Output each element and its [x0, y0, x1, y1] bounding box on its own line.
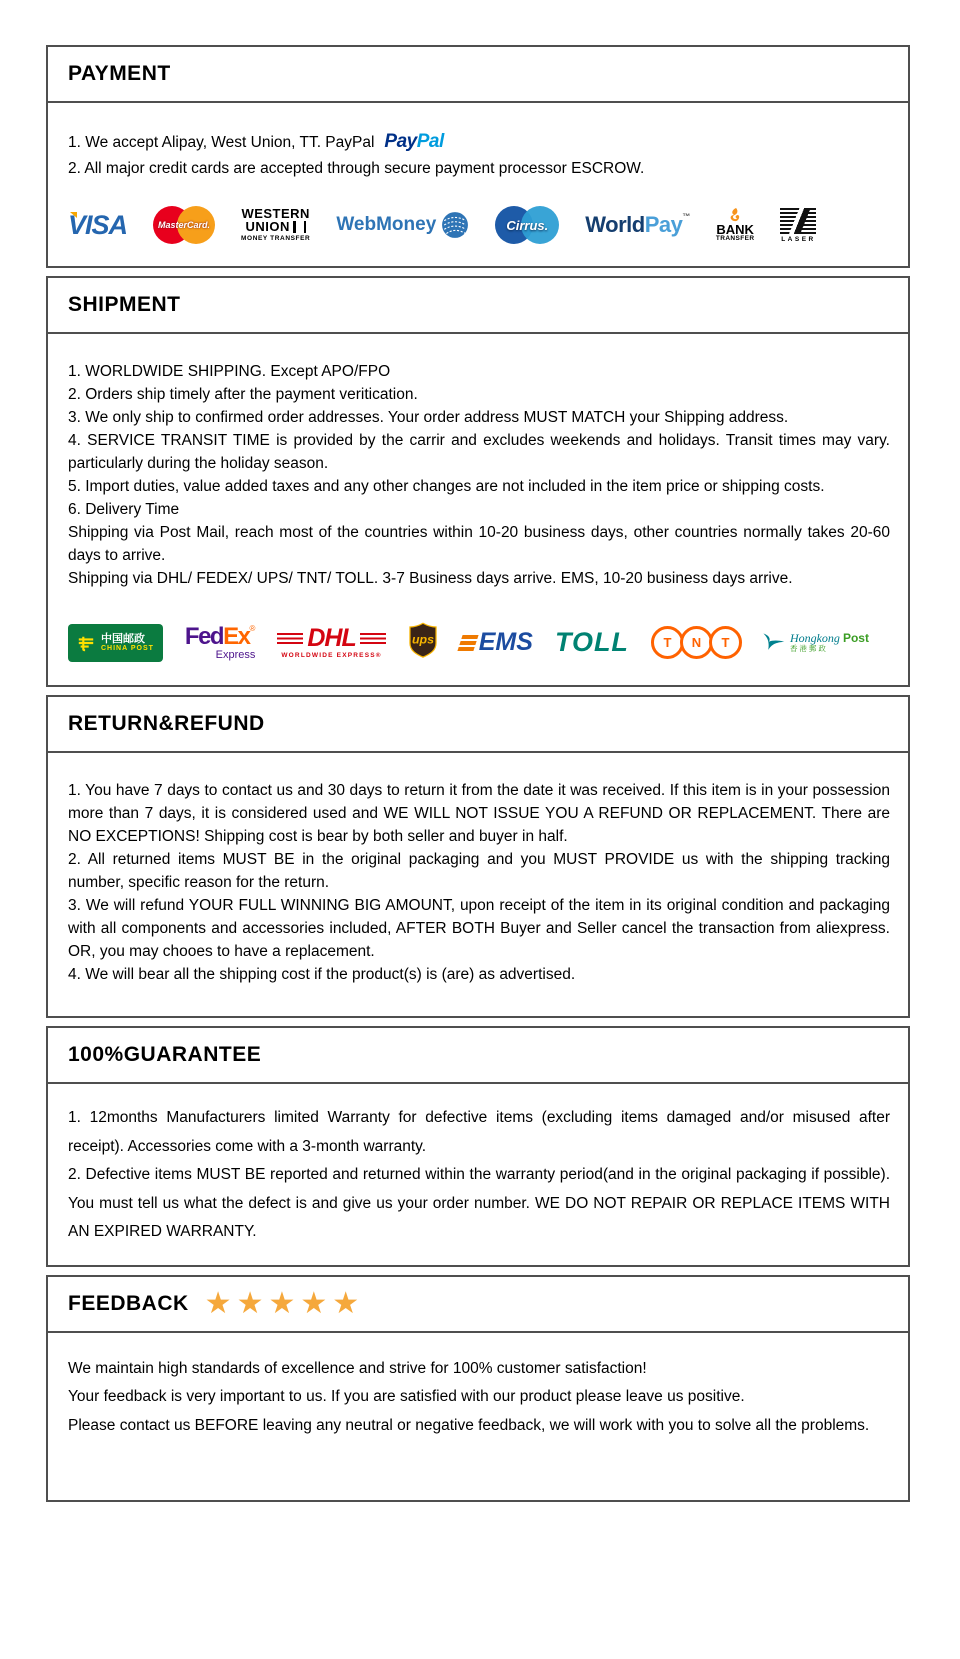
western-union-line2: UNION — [245, 219, 290, 235]
laser-label: LASER — [781, 235, 816, 243]
dhl-icon — [277, 623, 385, 660]
payment-line-1 — [68, 129, 890, 156]
payment-methods-row — [68, 206, 890, 244]
shipping-carriers-row — [68, 622, 890, 663]
fedex-fed-text: Fed — [184, 622, 224, 650]
worldpay-tm: ™ — [682, 212, 690, 221]
bank-transfer-line1: BANK — [716, 222, 754, 238]
feedback-stars — [204, 1286, 360, 1320]
webmoney-label: WebMoney — [336, 214, 437, 235]
tnt-icon — [651, 626, 738, 659]
content-wrapper — [46, 45, 910, 1502]
feedback-line: Please contact us BEFORE leaving any neutral or negative feedback, we will work with you to solve all the problems. — [68, 1416, 870, 1434]
return-refund-content — [48, 753, 908, 1016]
return-refund-line: 1. You have 7 days to contact us and 30 days to return it from the date it was received. If this item is in your possession more than 7 days, it is considered used and WE WILL NOT ISSUE YOU A REFUND OR REPLACEMENT. There are NO EXCEPTIONS! Shipping cost is bear by both seller and buyer in half. — [68, 782, 890, 845]
toll-icon — [555, 627, 629, 658]
paypal-pay-text: Pay — [384, 131, 417, 152]
ems-bars-icon — [457, 635, 478, 651]
shipment-title: SHIPMENT — [68, 293, 181, 316]
western-union-icon — [241, 207, 310, 243]
worldpay-icon — [585, 212, 690, 238]
shipment-line: Shipping via DHL/ FEDEX/ UPS/ TNT/ TOLL. 3-7 Business days arrive. EMS, 10-20 business days arrive. — [68, 570, 793, 587]
guarantee-section — [46, 1026, 910, 1267]
ups-icon — [408, 622, 438, 663]
payment-content — [48, 103, 908, 266]
feedback-line: We maintain high standards of excellence and strive for 100% customer satisfaction! — [68, 1359, 647, 1377]
dhl-left-lines-icon — [277, 633, 303, 644]
payment-line-2: 2. All major credit cards are accepted through secure payment processor ESCROW. — [68, 160, 645, 177]
star-icon: ★ — [236, 1286, 264, 1320]
western-union-sub: MONEY TRANSFER — [241, 235, 311, 243]
ems-icon — [460, 628, 533, 657]
paypal-pal-text: Pal — [416, 131, 444, 152]
guarantee-content — [48, 1084, 908, 1265]
western-union-bars-icon — [293, 221, 306, 233]
payment-section — [46, 45, 910, 268]
feedback-title: FEEDBACK — [68, 1291, 189, 1315]
return-refund-line: 2. All returned items MUST BE in the original packaging and you MUST PROVIDE us with the shipping tracking number, specific reason for the return. — [68, 851, 890, 891]
shipment-header — [48, 278, 908, 334]
shipment-line: 2. Orders ship timely after the payment veritication. — [68, 386, 418, 403]
guarantee-line: 1. 12months Manufacturers limited Warranty for defective items (excluding items damaged and/or misused after receipt). Accessories come with a 3-month warranty. — [68, 1109, 890, 1155]
cirrus-label: Cirrus. — [506, 218, 549, 233]
payment-header — [48, 47, 908, 103]
bank-transfer-flame-icon — [727, 207, 743, 223]
mastercard-label: MasterCard. — [158, 220, 211, 230]
return-refund-section — [46, 695, 910, 1018]
guarantee-line: 2. Defective items MUST BE reported and returned within the warranty period(and in the original packaging if possible). You must tell us what the defect is and give us your order number. WE DO NOT REPAIR OR REPLACE ITEMS WITH AN EXPIRED WARRANTY. — [68, 1166, 890, 1240]
fedex-ex-text: Ex — [223, 622, 250, 650]
tnt-letter: N — [680, 626, 713, 659]
bank-transfer-line2: TRANSFER — [715, 235, 755, 243]
visa-flame-icon — [70, 212, 77, 218]
feedback-header — [48, 1277, 908, 1333]
paypal-logo-icon — [384, 131, 443, 152]
toll-label: TOLL — [554, 627, 629, 657]
china-post-en: CHINA POST — [101, 644, 154, 652]
ems-label: EMS — [478, 628, 533, 656]
star-icon: ★ — [300, 1286, 328, 1320]
visa-icon — [68, 210, 127, 241]
feedback-section — [46, 1275, 910, 1503]
webmoney-globe-icon — [441, 211, 469, 239]
laser-icon — [780, 208, 816, 243]
webmoney-icon — [336, 211, 469, 239]
return-refund-line: 4. We will bear all the shipping cost if the product(s) is (are) as advertised. — [68, 966, 576, 983]
feedback-content — [48, 1333, 908, 1501]
shipment-line: 4. SERVICE TRANSIT TIME is provided by the carrir and excludes weekends and holidays. Transit times may vary. particularly during the holiday season. — [68, 432, 890, 472]
payment-title: PAYMENT — [68, 62, 171, 85]
shipment-section — [46, 276, 910, 687]
china-post-cn: 中国邮政 — [101, 632, 145, 645]
shipment-line: 5. Import duties, value added taxes and any other changes are not included in the item price or shipping costs. — [68, 478, 825, 495]
shipment-line: 6. Delivery Time — [68, 501, 180, 518]
hongkong-post-icon — [760, 632, 869, 654]
china-post-emblem-icon — [77, 634, 95, 652]
ups-shield-icon — [408, 622, 438, 658]
visa-label: VISA — [68, 209, 128, 240]
laser-stripes-icon — [780, 208, 816, 234]
shipment-line: Shipping via Post Mail, reach most of the countries within 10-20 business days, other countries normally takes 20-60 days to arrive. — [68, 524, 890, 564]
tnt-letter: T — [709, 626, 742, 659]
worldpay-pay-text: Pay — [644, 212, 683, 237]
mastercard-icon — [153, 206, 215, 244]
feedback-line: Your feedback is very important to us. If you are satisfied with our product please leave us positive. — [68, 1388, 745, 1405]
fedex-reg: ® — [249, 623, 256, 633]
cirrus-icon — [495, 206, 559, 244]
guarantee-header — [48, 1028, 908, 1084]
hongkong-post-name1: Hongkong — [789, 630, 840, 645]
dhl-right-lines-icon — [360, 633, 386, 644]
china-post-icon — [68, 624, 163, 662]
payment-line-1-text: 1. We accept Alipay, West Union, TT. PayPal — [68, 134, 375, 151]
western-union-line1: WESTERN — [241, 206, 310, 222]
star-icon: ★ — [268, 1286, 296, 1320]
dhl-label: DHL — [307, 623, 356, 652]
hongkong-post-cn: 香港郵政 — [789, 643, 828, 653]
shipment-line: 3. We only ship to confirmed order addresses. Your order address MUST MATCH your Shipping address. — [68, 409, 789, 426]
fedex-express-text: Express — [215, 648, 256, 661]
return-refund-title: RETURN&REFUND — [68, 712, 265, 735]
fedex-icon — [184, 622, 256, 661]
star-icon: ★ — [204, 1286, 232, 1320]
star-icon: ★ — [332, 1286, 360, 1320]
return-refund-header — [48, 697, 908, 753]
dhl-sub: WORLDWIDE EXPRESS® — [281, 651, 382, 659]
bank-transfer-icon — [716, 207, 755, 243]
hongkong-post-bird-icon — [760, 632, 786, 654]
shipment-line: 1. WORLDWIDE SHIPPING. Except APO/FPO — [68, 363, 391, 380]
return-refund-line: 3. We will refund YOUR FULL WINNING BIG AMOUNT, upon receipt of the item in its original condition and packaging with all components and accessories included, AFTER BOTH Buyer and Seller cancel the transaction from aliexpress. OR, you may chooes to have a replacement. — [68, 897, 890, 960]
hongkong-post-name2: Post — [842, 630, 869, 645]
tnt-letter: T — [651, 626, 684, 659]
guarantee-title: 100%GUARANTEE — [68, 1043, 262, 1066]
svg-text:ups: ups — [411, 632, 434, 647]
shipment-content — [48, 334, 908, 685]
worldpay-world-text: World — [585, 212, 645, 237]
